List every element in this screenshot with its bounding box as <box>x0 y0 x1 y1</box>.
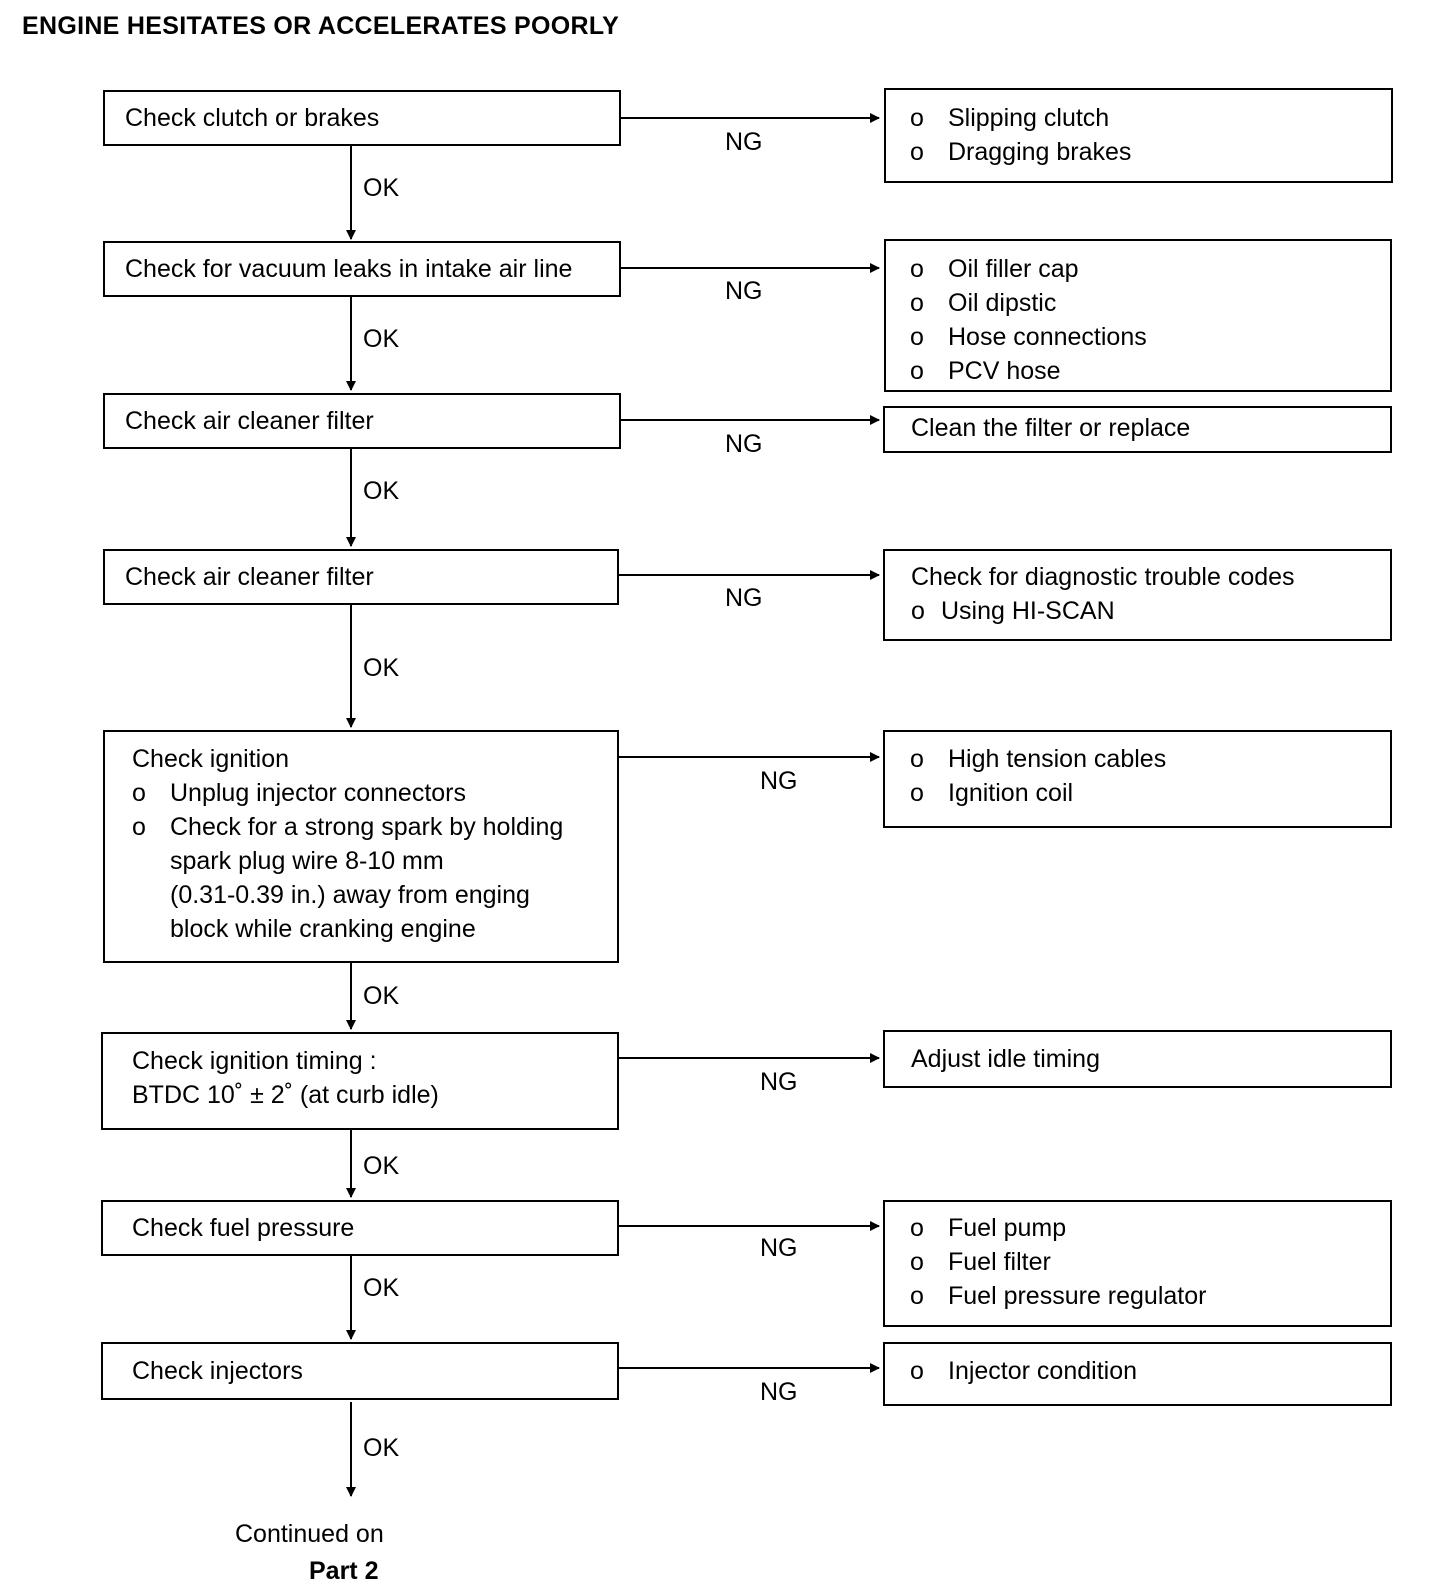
ng-label: NG <box>760 1234 798 1262</box>
result-text: Clean the filter or replace <box>911 414 1191 442</box>
result-item: o Dragging brakes <box>910 138 1132 166</box>
result-item: o Fuel pump <box>910 1214 1067 1242</box>
step-item-continued: spark plug wire 8-10 mm <box>170 847 444 875</box>
ok-label: OK <box>363 654 400 682</box>
step-text: Check air cleaner filter <box>125 407 374 435</box>
result-item: o Fuel pressure regulator <box>910 1282 1207 1310</box>
result-text: Check for diagnostic trouble codes <box>911 563 1295 591</box>
page-title: ENGINE HESITATES OR ACCELERATES POORLY <box>22 12 620 40</box>
ng-label: NG <box>725 277 763 305</box>
continued-part: Part 2 <box>309 1557 379 1585</box>
ok-label: OK <box>363 1434 400 1462</box>
step-item: o Check for a strong spark by holding <box>132 813 564 841</box>
ng-label: NG <box>725 584 763 612</box>
step-item-continued: block while cranking engine <box>170 915 476 943</box>
ng-label: NG <box>760 1378 798 1406</box>
result-item: o High tension cables <box>910 745 1167 773</box>
result-item: o Oil dipstic <box>910 289 1057 317</box>
ng-label: NG <box>725 430 763 458</box>
result-item: o Injector condition <box>910 1357 1138 1385</box>
result-item: o Using HI-SCAN <box>911 597 1115 625</box>
ok-label: OK <box>363 1274 400 1302</box>
step-text: Check for vacuum leaks in intake air line <box>125 255 573 283</box>
ng-label: NG <box>760 767 798 795</box>
ok-label: OK <box>363 1152 400 1180</box>
result-item: o Ignition coil <box>910 779 1074 807</box>
continued-text: Continued on <box>235 1520 384 1548</box>
ok-label: OK <box>363 174 400 202</box>
step-item-continued: (0.31-0.39 in.) away from enging <box>170 881 530 909</box>
step-text: Check ignition timing : <box>132 1047 377 1075</box>
result-item: o Fuel filter <box>910 1248 1051 1276</box>
step-text: Check air cleaner filter <box>125 563 374 591</box>
step-text: BTDC 10˚ ± 2˚ (at curb idle) <box>132 1081 439 1109</box>
step-text: Check clutch or brakes <box>125 104 380 132</box>
ok-label: OK <box>363 325 400 353</box>
ok-label: OK <box>363 477 400 505</box>
ng-label: NG <box>725 128 763 156</box>
ng-label: NG <box>760 1068 798 1096</box>
result-item: o Slipping clutch <box>910 104 1110 132</box>
step-heading: Check ignition <box>132 745 290 773</box>
result-item: o PCV hose <box>910 357 1061 385</box>
result-text: Adjust idle timing <box>911 1045 1100 1073</box>
step-text: Check fuel pressure <box>132 1214 355 1242</box>
step-item: o Unplug injector connectors <box>132 779 466 807</box>
step-text: Check injectors <box>132 1357 303 1385</box>
ok-label: OK <box>363 982 400 1010</box>
result-item: o Oil filler cap <box>910 255 1079 283</box>
result-item: o Hose connections <box>910 323 1147 351</box>
